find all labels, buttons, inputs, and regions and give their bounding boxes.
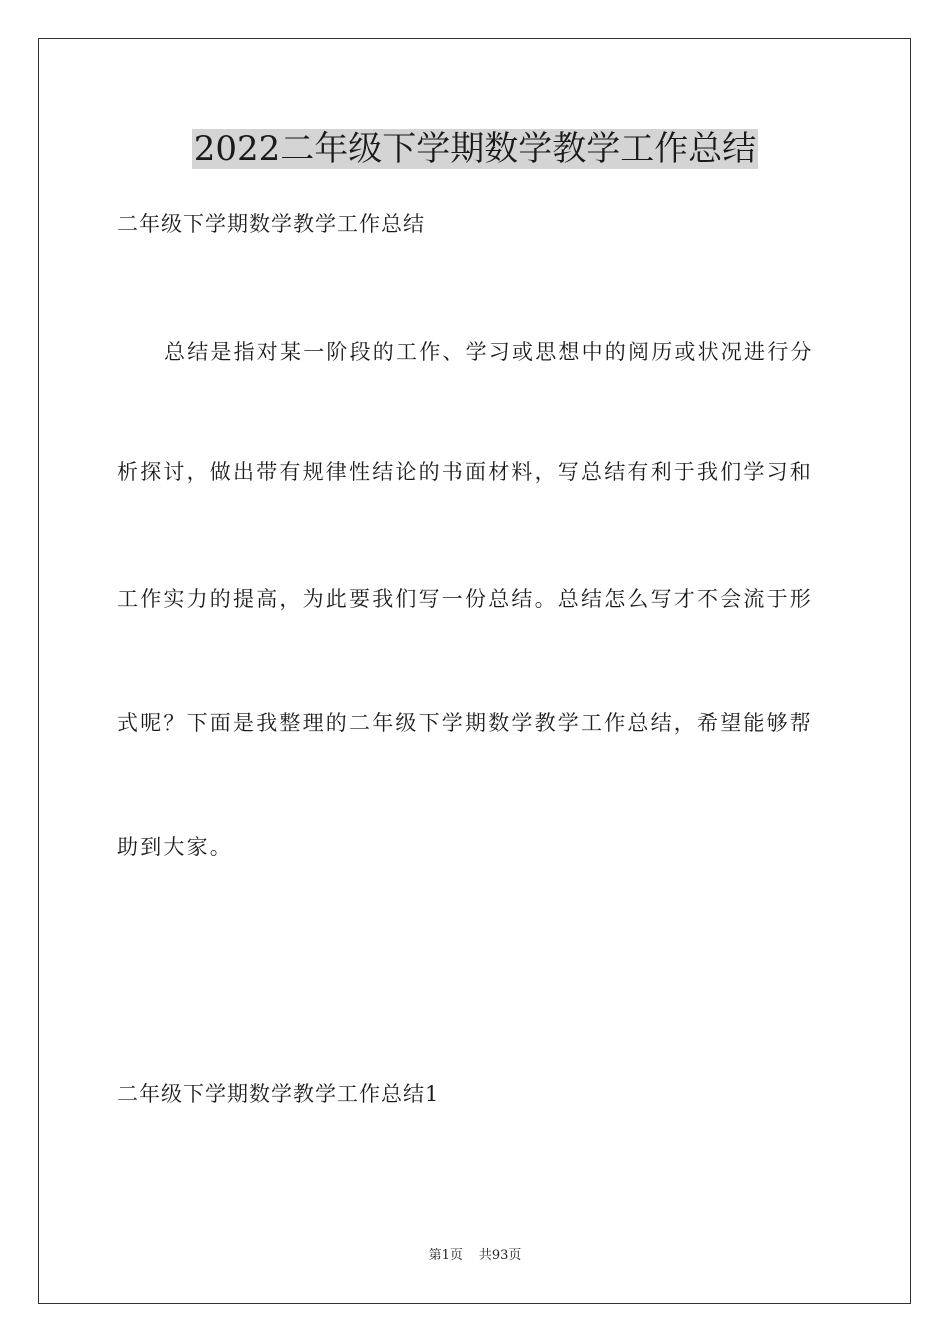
paragraph-line: 总结是指对某一阶段的工作、学习或思想中的阅历或状况进行分	[164, 340, 814, 364]
document-subtitle: 二年级下学期数学教学工作总结	[117, 212, 425, 236]
document-title	[0, 125, 950, 173]
paragraph-line: 式呢？下面是我整理的二年级下学期数学教学工作总结，希望能够帮	[117, 711, 813, 735]
paragraph-line: 助到大家。	[117, 835, 233, 859]
paragraph-line: 析探讨，做出带有规律性结论的书面材料，写总结有利于我们学习和	[117, 460, 813, 484]
page-footer	[0, 1246, 950, 1266]
total-pages: 共93页	[478, 1248, 522, 1263]
page-number: 第1页	[428, 1248, 463, 1263]
paragraph-line: 工作实力的提高，为此要我们写一份总结。总结怎么写才不会流于形	[117, 587, 813, 611]
document-title-text: 2022二年级下学期数学教学工作总结	[193, 129, 757, 169]
section-heading: 二年级下学期数学教学工作总结1	[117, 1082, 440, 1106]
